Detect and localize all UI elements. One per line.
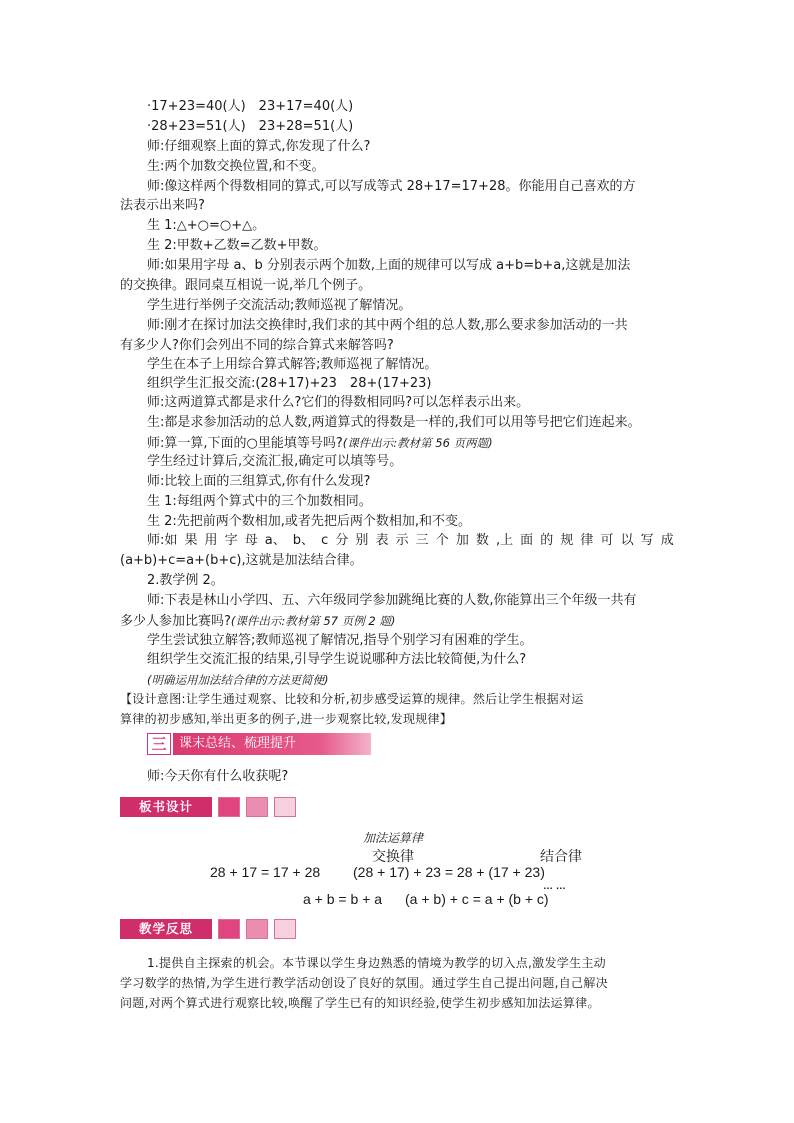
word: 规	[560, 533, 574, 548]
commutative-formula: a + b = b + a	[303, 891, 383, 907]
word: 成	[660, 533, 674, 548]
teacher-question-4	[147, 434, 493, 453]
teacher-example-2-cont	[120, 612, 395, 631]
method-note: (明确运用加法结合律的方法更简便)	[147, 673, 329, 687]
word: 的	[540, 533, 554, 548]
section-number: 三	[147, 733, 171, 755]
decor-square	[218, 797, 240, 817]
word: 律	[580, 533, 594, 548]
summary-question: 师:今天你有什么收获呢?	[147, 769, 289, 784]
word: 母	[244, 533, 258, 548]
reflection-line-3: 问题,对两个算式进行观察比较,唤醒了学生已有的知识经验,使学生初步感知加法运算律。	[120, 996, 600, 1010]
word: 以	[620, 533, 634, 548]
section-3-header	[147, 733, 371, 755]
decor-square	[274, 797, 296, 817]
decor-square	[218, 919, 240, 939]
activity-note-3: 学生经过计算后,交流汇报,确定可以填等号。	[147, 454, 403, 469]
teacher-associative-cont: (a+b)+c=a+(b+c),这就是加法结合律。	[120, 553, 363, 568]
associative-label: 结合律	[540, 848, 582, 864]
reflection-line-1: 1.提供自主探索的机会。本节课以学生身边熟悉的情境为教学的切入点,激发学生主动	[147, 956, 606, 970]
teacher-question: 师:仔细观察上面的算式,你发现了什么?	[147, 139, 371, 154]
teacher-question-2: 师:刚才在探讨加法交换律时,我们求的其中两个组的总人数,那么要求参加活动的一共	[147, 318, 628, 333]
teacher-example-2-text: 多少人参加比赛吗?	[120, 614, 231, 629]
word: 果	[184, 533, 198, 548]
teacher-associative	[147, 532, 674, 550]
dots: … …	[543, 881, 566, 892]
decor-square	[246, 797, 268, 817]
student-1-finding: 生 1:每组两个算式中的三个加数相同。	[147, 494, 372, 509]
report-equations: 组织学生汇报交流:(28+17)+23 28+(17+23)	[147, 376, 432, 391]
word: 别	[355, 533, 369, 548]
word: 师:如	[147, 533, 178, 548]
student-answer-3: 生:都是求参加活动的总人数,两道算式的得数是一样的,我们可以用等号把它们连起来。	[147, 415, 641, 430]
teacher-question-2-cont: 有多少人?你们会列出不同的综合算式来解答吗?	[120, 338, 394, 353]
word: ,上	[495, 533, 514, 548]
associative-example: (28 + 17) + 23 = 28 + (17 + 23)	[353, 864, 545, 880]
courseware-note: (课件出示:教材第 56 页两题)	[342, 436, 493, 450]
word: 用	[204, 533, 218, 548]
example-equation-2: ·28+23=51(人) 23+28=51(人)	[147, 119, 354, 134]
board-title: 加法运算律	[363, 831, 424, 845]
word: 示	[395, 533, 409, 548]
reflection-tag: 教学反思	[120, 919, 212, 939]
decor-square	[274, 919, 296, 939]
word: 写	[640, 533, 654, 548]
student-1-answer: 生 1:△+○=○+△。	[147, 218, 266, 233]
activity-note-2: 学生在本子上用综合算式解答;教师巡视了解情况。	[147, 357, 438, 372]
teacher-question-5: 师:比较上面的三组算式,你有什么发现?	[147, 474, 371, 489]
teacher-prompt-cont: 法表示出来吗?	[120, 198, 205, 213]
report-note: 组织学生交流汇报的结果,引导学生说说哪种方法比较简便,为什么?	[147, 652, 527, 667]
word: 个	[435, 533, 449, 548]
courseware-note-2: (课件出示:教材第 57 页例 2 题)	[230, 614, 396, 628]
teacher-commutative: 师:如果用字母 a、b 分别表示两个加数,上面的规律可以写成 a+b=b+a,这就是加法	[147, 258, 631, 273]
word: 可	[600, 533, 614, 548]
student-answer: 生:两个加数交换位置,和不变。	[147, 159, 325, 174]
word: 字	[224, 533, 238, 548]
student-2-answer: 生 2:甲数+乙数=乙数+甲数。	[147, 238, 327, 253]
example-2-heading: 2.教学例 2。	[147, 573, 224, 588]
teacher-example-2: 师:下表是林山小学四、五、六年级同学参加跳绳比赛的人数,你能算出三个年级一共有	[147, 593, 637, 608]
word: 加	[455, 533, 469, 548]
word: c	[321, 533, 329, 548]
associative-formula: (a + b) + c = a + (b + c)	[405, 891, 549, 907]
word: b、	[292, 533, 315, 548]
decor-square	[246, 919, 268, 939]
word: 表	[375, 533, 389, 548]
word: 三	[415, 533, 429, 548]
commutative-example: 28 + 17 = 17 + 28	[210, 864, 321, 880]
example-equation-1: ·17+23=40(人) 23+17=40(人)	[147, 99, 354, 114]
teacher-question-4-text: 师:算一算,下面的○里能填等号吗?	[147, 436, 343, 451]
board-design-tag: 板书设计	[120, 797, 212, 817]
section-title: 课末总结、梳理提升	[173, 733, 371, 755]
teacher-question-3: 师:这两道算式都是求什么?它们的得数相同吗?可以怎样表示出来。	[147, 395, 530, 410]
design-intent-line-2: 算律的初步感知,举出更多的例子,进一步观察比较,发现规律】	[120, 712, 453, 726]
word: a、	[264, 533, 286, 548]
activity-note: 学生进行举例子交流活动;教师巡视了解情况。	[147, 298, 412, 313]
activity-note-4: 学生尝试独立解答;教师巡视了解情况,指导个别学习有困难的学生。	[147, 633, 533, 648]
teacher-prompt: 师:像这样两个得数相同的算式,可以写成等式 28+17=17+28。你能用自己喜欢的方	[147, 179, 636, 194]
design-intent-line-1: 【设计意图:让学生通过观察、比较和分析,初步感受运算的规律。然后让学生根据对运	[120, 692, 584, 706]
teacher-commutative-cont: 的交换律。跟同桌互相说一说,举几个例子。	[120, 278, 372, 293]
word: 面	[520, 533, 534, 548]
word: 数	[475, 533, 489, 548]
word: 分	[335, 533, 349, 548]
student-2-finding: 生 2:先把前两个数相加,或者先把后两个数相加,和不变。	[147, 514, 472, 529]
reflection-line-2: 学习数学的热情,为学生进行教学活动创设了良好的氛围。通过学生自己提出问题,自己解决	[120, 976, 608, 990]
commutative-label: 交换律	[372, 848, 414, 864]
